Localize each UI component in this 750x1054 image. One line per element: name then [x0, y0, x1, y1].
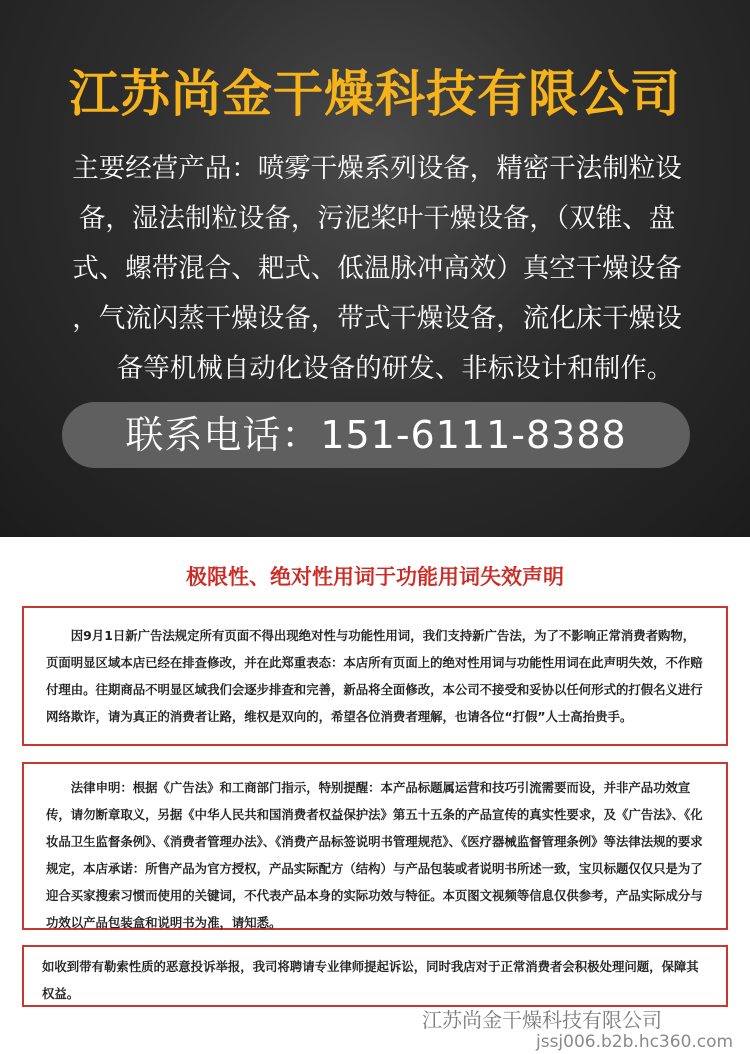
- notice-box-complaint: [22, 945, 728, 1007]
- complaint-text: 如收到带有勒索性质的恶意投诉举报，我司将聘请专业律师提起诉讼，同时我店对于正常消费者会积极处理问题，保障其权益。: [42, 959, 699, 1001]
- phone-number[interactable]: 联系电话：151-6111-8388: [125, 413, 627, 457]
- products-line: ，气流闪蒸干燥设备，带式干燥设备，流化床干燥设: [72, 303, 682, 334]
- notice-box-legal: [22, 762, 728, 930]
- company-name: 江苏尚金干燥科技有限公司: [69, 65, 681, 123]
- products-line: 备，湿法制粒设备，污泥桨叶干燥设备，（双锥、盘: [78, 203, 676, 234]
- products-line: 式、螺带混合、耙式、低温脉冲高效）真空干燥设备: [72, 253, 682, 284]
- disclaimer-text: 因9月1日新广告法规定所有页面不得出现绝对性与功能性用词，我们支持新广告法，为了不影响正常消费者购物，页面明显区域本店已经在排查修改，并在此郑重表态：本店所有页面上的绝对性用词与功能性用词在此声明失效，不作赔付理由。往期商品不明显区域我们会逐步排查和完善，新品将全面修改，本公司不接受和妥协以任何形式的打假名义进行网络欺诈，请为真正的消费者让路，维权是双向的，希望各位消费者理解，也请各位“打假”人士高抬贵手。: [46, 628, 703, 724]
- watermark-url: jssj006.b2b.hc360.com: [536, 1032, 734, 1052]
- products-line: 备等机械自动化设备的研发、非标设计和制作。: [116, 353, 674, 384]
- phone-pill[interactable]: [62, 402, 690, 468]
- legal-text: 法律申明：根据《广告法》和工商部门指示，特别提醒：本产品标题属运营和技巧引流需要而设，并非产品功效宣传，请勿断章取义，另据《中华人民共和国消费者权益保护法》第五十五条的产品宣传的真实性要求，及《广告法》、《化妆品卫生监督条例》、《消费者管理办法》、《消费产品标签说明书管理规范》、《医疗器械监督管理条例》等法律法规的要求规定，本店承诺：所售产品为官方授权，产品实际配方（结构）与产品包装或者说明书所述一致，宝贝标题仅仅只是为了迎合买家搜索习惯而使用的关键词，不代表产品本身的实际功效与特征。本页图文视频等信息仅供参考，产品实际成分与功效以产品包装盒和说明书为准，请知悉。: [46, 780, 703, 930]
- notice-box-disclaimer: [22, 606, 728, 746]
- products-line: 主要经营产品：喷雾干燥系列设备，精密干法制粒设: [72, 153, 682, 184]
- watermark-company: 江苏尚金干燥科技有限公司: [422, 1008, 662, 1032]
- notice-title: 极限性、绝对性用词于功能用词失效声明: [186, 565, 564, 589]
- products-description: [42, 144, 712, 394]
